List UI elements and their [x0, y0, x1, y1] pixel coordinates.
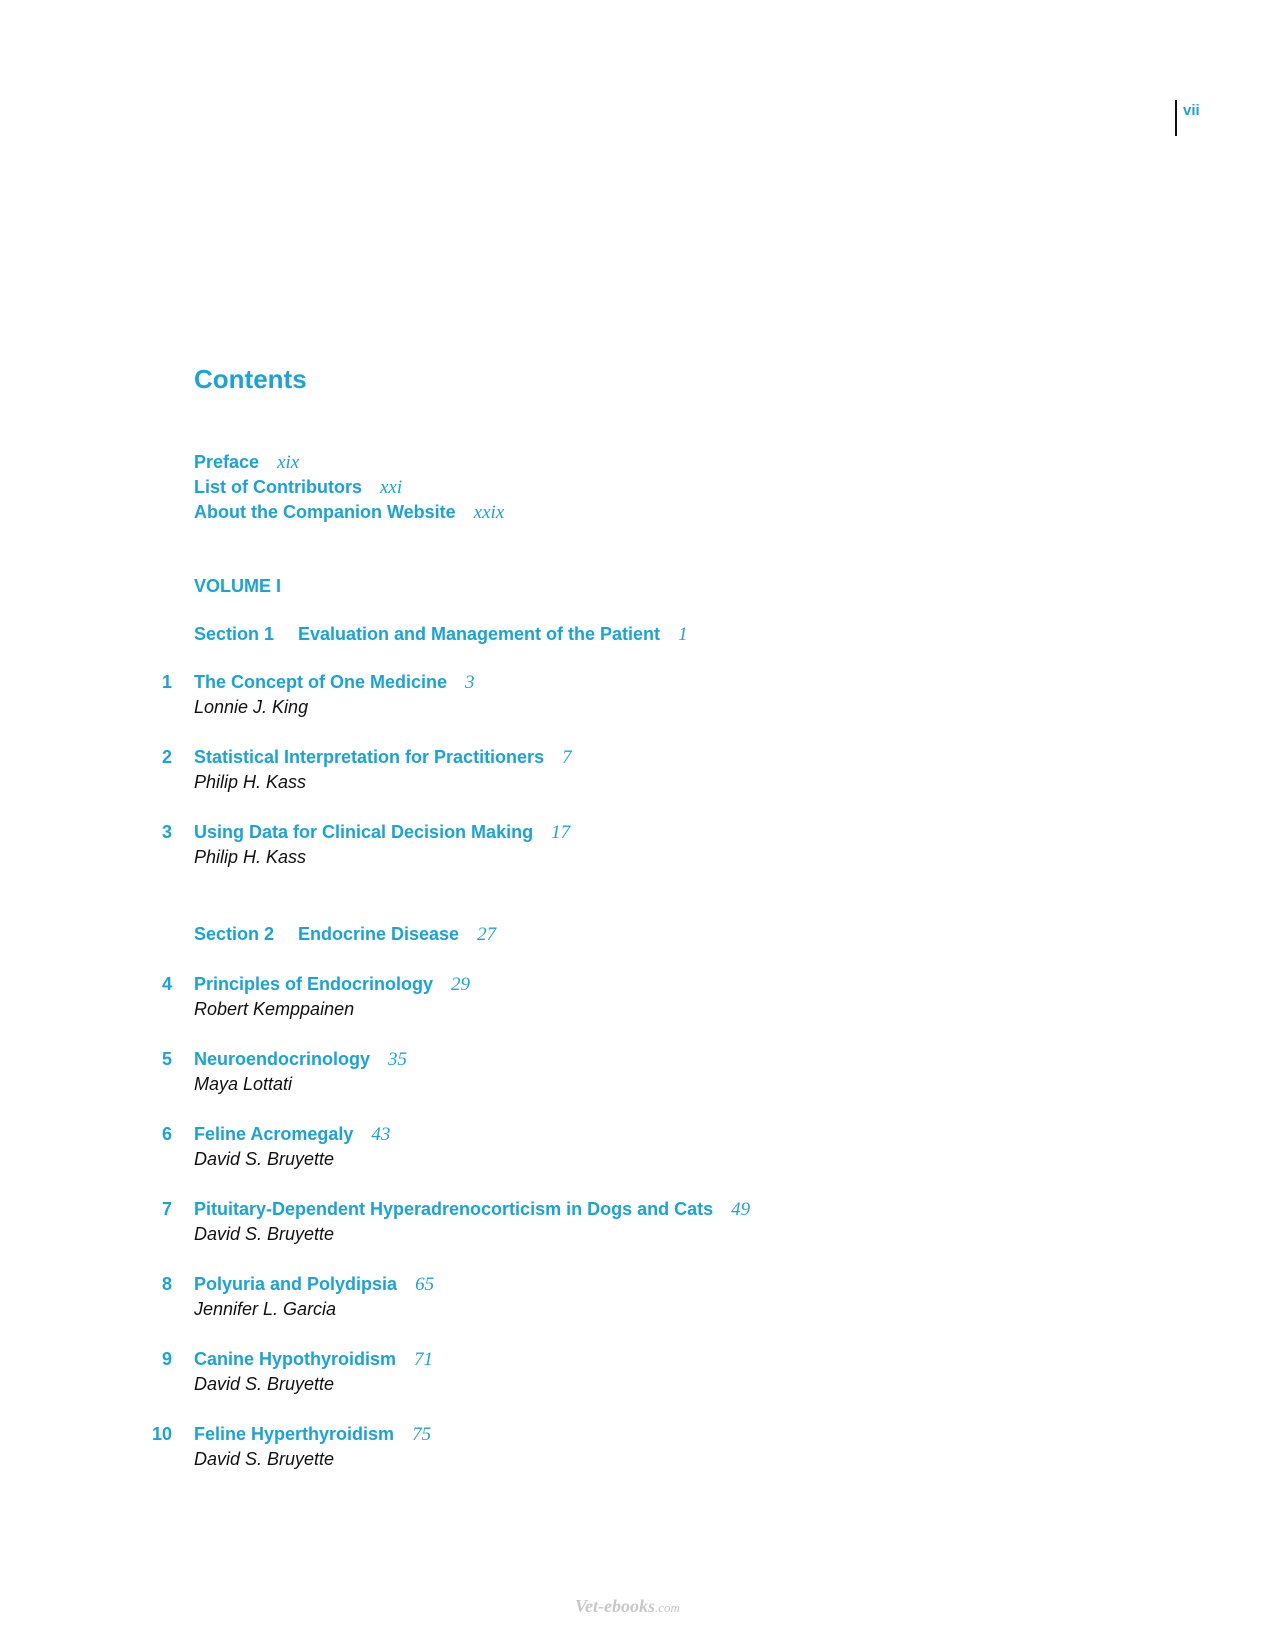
- page-number-rule: [1175, 100, 1177, 136]
- chapter-title: [194, 1347, 433, 1372]
- chapter-number: 3: [161, 822, 172, 842]
- chapter-title: [194, 820, 570, 845]
- chapter-title-text: Pituitary-Dependent Hyperadrenocorticism in Dogs and Cats: [194, 1199, 714, 1219]
- front-matter-label: List of Contributors: [194, 477, 362, 497]
- chapter-title-text: The Concept of One Medicine: [194, 672, 448, 692]
- chapter-author: Philip H. Kass: [194, 847, 307, 867]
- page-number: vii: [1183, 102, 1200, 119]
- contents-title: Contents: [194, 364, 307, 394]
- chapter-title-text: Polyuria and Polydipsia: [194, 1274, 398, 1294]
- chapter-title-text: Statistical Interpretation for Practitioners: [194, 747, 545, 767]
- front-matter-list: [194, 450, 504, 525]
- chapter-number: 5: [161, 1049, 172, 1069]
- front-matter-page: xix: [277, 452, 300, 473]
- chapter-page: 29: [451, 974, 471, 995]
- chapter-author: Lonnie J. King: [194, 697, 309, 717]
- chapter-author: David S. Bruyette: [194, 1449, 335, 1469]
- chapter-title: [194, 745, 572, 770]
- chapter-number: 4: [161, 974, 172, 994]
- front-matter-item-contributors[interactable]: [194, 475, 504, 500]
- front-matter-page: xxi: [379, 477, 403, 498]
- chapter-page: 49: [731, 1199, 751, 1220]
- chapter-title-text: Feline Acromegaly: [194, 1124, 354, 1144]
- section-title: Endocrine Disease: [298, 924, 460, 944]
- chapter-title: [194, 1047, 407, 1072]
- chapter-page: 43: [371, 1124, 391, 1145]
- front-matter-page: xxix: [473, 502, 505, 523]
- chapter-number: 10: [151, 1424, 172, 1444]
- chapter-title-text: Canine Hypothyroidism: [194, 1349, 397, 1369]
- section-number: Section 2: [194, 924, 275, 944]
- chapter-title: [194, 1422, 431, 1447]
- chapter-number: 7: [161, 1199, 172, 1219]
- chapter-page: 65: [415, 1274, 435, 1295]
- chapter-author: David S. Bruyette: [194, 1374, 335, 1394]
- watermark-main: Vet-ebooks: [575, 1596, 655, 1616]
- chapter-title-text: Feline Hyperthyroidism: [194, 1424, 395, 1444]
- chapter-title-text: Principles of Endocrinology: [194, 974, 434, 994]
- watermark-logo: [575, 1596, 680, 1617]
- section-title: Evaluation and Management of the Patient: [298, 624, 661, 644]
- front-matter-label: About the Companion Website: [194, 502, 456, 522]
- chapter-author: Jennifer L. Garcia: [194, 1299, 337, 1319]
- chapter-number: 9: [161, 1349, 172, 1369]
- front-matter-item-preface[interactable]: [194, 450, 504, 475]
- chapter-page: 17: [551, 822, 571, 843]
- section-heading-2[interactable]: [194, 922, 496, 947]
- watermark-suffix: .com: [655, 1600, 680, 1615]
- chapter-title: [194, 1122, 390, 1147]
- chapter-author: Philip H. Kass: [194, 772, 307, 792]
- chapter-page: 7: [562, 747, 572, 768]
- chapter-title-text: Neuroendocrinology: [194, 1049, 371, 1069]
- chapter-title: [194, 972, 470, 997]
- chapter-title-text: Using Data for Clinical Decision Making: [194, 822, 534, 842]
- chapter-title: [194, 1197, 750, 1222]
- section-heading-1[interactable]: [194, 622, 688, 647]
- front-matter-label: Preface: [194, 452, 260, 472]
- section-page: 1: [678, 624, 688, 645]
- chapter-page: 3: [465, 672, 475, 693]
- section-page: 27: [477, 924, 497, 945]
- chapter-page: 35: [388, 1049, 408, 1070]
- volume-heading: VOLUME I: [194, 576, 282, 596]
- chapter-author: Robert Kemppainen: [194, 999, 355, 1019]
- chapter-author: David S. Bruyette: [194, 1224, 335, 1244]
- chapter-page: 75: [412, 1424, 432, 1445]
- chapter-number: 2: [161, 747, 172, 767]
- chapter-number: 1: [161, 672, 172, 692]
- front-matter-item-companion-website[interactable]: [194, 500, 504, 525]
- section-number: Section 1: [194, 624, 275, 644]
- chapter-author: David S. Bruyette: [194, 1149, 335, 1169]
- chapter-title: [194, 670, 475, 695]
- chapter-number: 8: [161, 1274, 172, 1294]
- chapter-title: [194, 1272, 434, 1297]
- chapter-page: 71: [414, 1349, 434, 1370]
- chapter-number: 6: [161, 1124, 172, 1144]
- chapter-author: Maya Lottati: [194, 1074, 293, 1094]
